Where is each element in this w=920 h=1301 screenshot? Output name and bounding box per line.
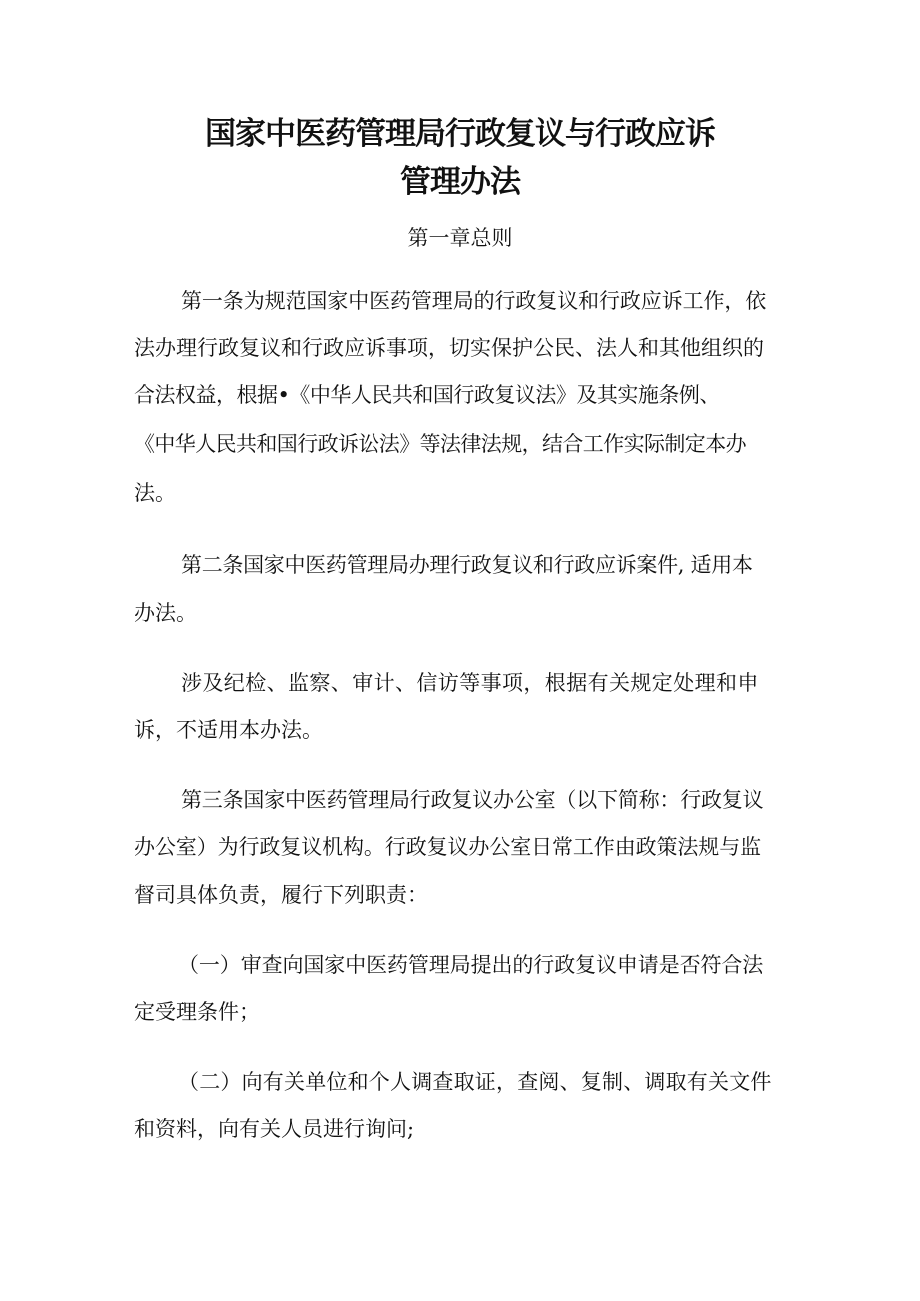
item-2-line-2: 和资料，向有关人员进行询问; — [134, 1117, 415, 1141]
article-1-line-5: 法。 — [134, 481, 176, 505]
article-2-line-2: 办法。 — [134, 601, 197, 625]
chapter-heading: 第一章总则 — [407, 226, 513, 250]
document-title-line-1: 国家中医药管理局行政复议与行政应诉 — [205, 116, 715, 152]
article-1-line-2: 法办理行政复议和行政应诉事项，切实保护公民、法人和其他组织的 — [134, 336, 764, 360]
item-1-line-2: 定受理条件； — [134, 1000, 260, 1024]
article-1-line-1: 第一条为规范国家中医药管理局的行政复议和行政应诉工作，依 — [181, 289, 767, 313]
article-3-line-3: 督司具体负责，履行下列职责： — [134, 883, 428, 907]
article-1-line-3: 合法权益，根据•《中华人民共和国行政复议法》及其实施条例、 — [134, 383, 720, 407]
exclusion-line-1: 涉及纪检、监察、审计、信访等事项，根据有关规定处理和申 — [181, 671, 759, 695]
exclusion-line-2: 诉，不适用本办法。 — [134, 718, 323, 742]
document-title-line-2: 管理办法 — [400, 164, 520, 200]
article-3-line-2: 办公室）为行政复议机构。行政复议办公室日常工作由政策法规与监 — [134, 835, 761, 859]
item-1-line-1: （一）审查向国家中医药管理局提出的行政复议申请是否符合法 — [178, 953, 764, 977]
article-3-line-1: 第三条国家中医药管理局行政复议办公室（以下简称：行政复议 — [181, 788, 764, 812]
article-2-line-1: 第二条国家中医药管理局办理行政复议和行政应诉案件, 适用本 — [181, 553, 753, 577]
item-2-line-1: （二）向有关单位和个人调查取证，查阅、复制、调取有关文件 — [178, 1070, 772, 1094]
article-1-line-4: 《中华人民共和国行政诉讼法》等法律法规，结合工作实际制定本办 — [134, 432, 746, 456]
